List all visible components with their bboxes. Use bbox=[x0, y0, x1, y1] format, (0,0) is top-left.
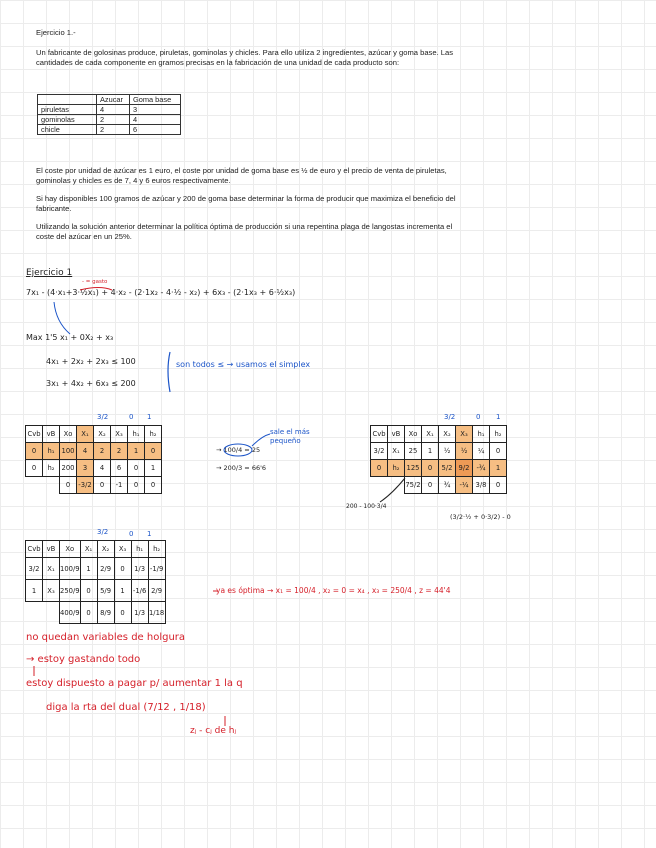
table-cell: 250/9 bbox=[60, 580, 81, 602]
table-cell: 1/18 bbox=[148, 602, 165, 624]
table-cell: 100 bbox=[60, 443, 77, 460]
table-cell: -¼ bbox=[456, 477, 473, 494]
table-cell: 1 bbox=[26, 580, 43, 602]
table-cell: h₂ bbox=[43, 460, 60, 477]
optimal-note: ya es óptima → x₁ = 100/4 , x₂ = 0 = x₄ , x₃ = 250/4 , z = 44'4 bbox=[216, 586, 451, 595]
table-cell: vB bbox=[388, 426, 405, 443]
table-cell: 4 bbox=[97, 105, 130, 115]
table-cell: X₁ bbox=[388, 443, 405, 460]
table-cell: 2 bbox=[111, 443, 128, 460]
red-note-5: zⱼ - cⱼ de hⱼ bbox=[190, 726, 237, 736]
table-cell: 75/2 bbox=[405, 477, 422, 494]
table-cell: 4 bbox=[77, 443, 94, 460]
blue-brace bbox=[168, 352, 170, 392]
tableau2-cj-x3: 1 bbox=[496, 413, 501, 421]
table-cell: 3/2 bbox=[371, 443, 388, 460]
tableau1-cj-x3: 1 bbox=[147, 413, 152, 421]
table-cell: 400/9 bbox=[60, 602, 81, 624]
red-note-3: estoy dispuesto a pagar p/ aumentar 1 la q bbox=[26, 678, 243, 689]
table-cell: 1 bbox=[422, 443, 439, 460]
table-cell: X₁ bbox=[77, 426, 94, 443]
table-cell: h₁ bbox=[43, 443, 60, 460]
gasto-underline bbox=[80, 288, 112, 291]
table-cell: -3/2 bbox=[77, 477, 94, 494]
table-cell: 0 bbox=[145, 477, 162, 494]
table-cell: X₁ bbox=[43, 558, 60, 580]
table-cell: -1/6 bbox=[131, 580, 148, 602]
table-cell: 1 bbox=[114, 580, 131, 602]
table-cell: 25 bbox=[405, 443, 422, 460]
table-cell: 3/8 bbox=[473, 477, 490, 494]
table-cell: 1 bbox=[145, 460, 162, 477]
ratio-row-2: → 200/3 = 66'6 bbox=[216, 464, 267, 472]
table-cell: Xo bbox=[405, 426, 422, 443]
table-cell: 0 bbox=[26, 460, 43, 477]
table-cell: X₂ bbox=[94, 426, 111, 443]
blue-arrow-to-max bbox=[54, 302, 70, 334]
table-cell: X₃ bbox=[43, 580, 60, 602]
tableau1-cj-x1: 3/2 bbox=[97, 413, 109, 421]
table-cell: 0 bbox=[80, 580, 97, 602]
table-cell: 0 bbox=[94, 477, 111, 494]
plague-paragraph: Utilizando la solución anterior determinar la política óptima de producción si una repentina plaga de langostas incrementa el coste del azúcar en un 25%. bbox=[36, 222, 453, 241]
table-cell: X₁ bbox=[80, 541, 97, 558]
table-cell: 0 bbox=[128, 460, 145, 477]
table-cell: 0 bbox=[80, 602, 97, 624]
table-cell: Cvb bbox=[26, 541, 43, 558]
table-cell: 1 bbox=[490, 460, 507, 477]
table-cell: 3/2 bbox=[26, 558, 43, 580]
table-cell: 2 bbox=[97, 125, 130, 135]
exercise-title: Ejercicio 1.- bbox=[36, 28, 76, 37]
table-cell: 0 bbox=[60, 477, 77, 494]
table-cell: h₂ bbox=[145, 426, 162, 443]
constraint-1: 4x₁ + 2x₂ + 2x₃ ≤ 100 bbox=[46, 357, 136, 366]
cost-paragraph: El coste por unidad de azúcar es 1 euro, el coste por unidad de goma base es ½ de euro y el precio de venta de piruletas, gominolas y chicles es de 7, 4 y 6 euros respectivamente. bbox=[36, 166, 447, 185]
table-cell: 1/3 bbox=[131, 558, 148, 580]
gasto-label: - = gasto bbox=[82, 279, 108, 285]
table-cell: 0 bbox=[422, 477, 439, 494]
table-cell: Goma base bbox=[130, 95, 181, 105]
table-cell: X₃ bbox=[456, 426, 473, 443]
tableau1-cj-x2: 0 bbox=[129, 413, 134, 421]
table-cell: 2/9 bbox=[148, 580, 165, 602]
table-cell: 6 bbox=[130, 125, 181, 135]
table-cell: h₂ bbox=[148, 541, 165, 558]
objective-expression: 7x₁ - (4·x₁+3·½x₁) + 4·x₂ - (2·1x₂ - 4·½ - x₂) + 6x₃ - (2·1x₃ + 6·½x₃) bbox=[26, 288, 296, 297]
table-cell: 6 bbox=[111, 460, 128, 477]
table-cell: X₂ bbox=[439, 426, 456, 443]
table-cell: 0 bbox=[490, 477, 507, 494]
table-cell: ¾ bbox=[439, 477, 456, 494]
table-cell: h₂ bbox=[490, 426, 507, 443]
table-cell: vB bbox=[43, 426, 60, 443]
table-cell: 1 bbox=[80, 558, 97, 580]
max-objective: Max 1'5 x₁ + 0X₂ + x₃ bbox=[26, 333, 114, 342]
black-calc-arrow bbox=[380, 478, 405, 502]
table-cell: h₂ bbox=[388, 460, 405, 477]
table-cell: 2 bbox=[94, 443, 111, 460]
table-cell: Azucar bbox=[97, 95, 130, 105]
table-cell: h₁ bbox=[473, 426, 490, 443]
availability-paragraph: Si hay disponibles 100 gramos de azúcar y 200 de goma base determinar la forma de producir que maximiza el beneficio del fabricante. bbox=[36, 194, 456, 213]
tableau2-cj-x1: 3/2 bbox=[444, 413, 456, 421]
table-cell: 4 bbox=[94, 460, 111, 477]
table-cell: 9/2 bbox=[456, 460, 473, 477]
tableau3-cj-x3: 1 bbox=[147, 530, 152, 538]
table-cell: 3 bbox=[130, 105, 181, 115]
sale-arrow bbox=[252, 434, 270, 446]
table-cell: ¼ bbox=[473, 443, 490, 460]
table-cell: 8/9 bbox=[97, 602, 114, 624]
ratio-circle bbox=[224, 444, 252, 456]
table-cell: X₃ bbox=[114, 541, 131, 558]
table-cell: 0 bbox=[26, 443, 43, 460]
table-cell: h₁ bbox=[131, 541, 148, 558]
table-cell: -¾ bbox=[473, 460, 490, 477]
table-cell: X₂ bbox=[97, 541, 114, 558]
table-cell: 4 bbox=[130, 115, 181, 125]
table-cell: h₁ bbox=[128, 426, 145, 443]
table-cell: -1/9 bbox=[148, 558, 165, 580]
table-cell: chicle bbox=[38, 125, 97, 135]
simplex-note: son todos ≤ → usamos el simplex bbox=[176, 360, 311, 369]
tableau3-cj-x2: 0 bbox=[129, 530, 134, 538]
calc-label: 200 - 100·3/4 bbox=[346, 503, 387, 510]
constraint-2: 3x₁ + 4x₂ + 6x₃ ≤ 200 bbox=[46, 379, 136, 388]
table-cell: Xo bbox=[60, 541, 81, 558]
red-note-2: → estoy gastando todo bbox=[26, 654, 141, 665]
table-cell: X₃ bbox=[111, 426, 128, 443]
table-cell: piruletas bbox=[38, 105, 97, 115]
tableau3-cj-x1: 3/2 bbox=[97, 528, 109, 536]
table-cell: gominolas bbox=[38, 115, 97, 125]
table-cell: Cvb bbox=[371, 426, 388, 443]
table-cell: ½ bbox=[456, 443, 473, 460]
table-cell: 0 bbox=[128, 477, 145, 494]
table-cell: 0 bbox=[490, 443, 507, 460]
table-cell: 1 bbox=[128, 443, 145, 460]
table-cell: 0 bbox=[371, 460, 388, 477]
table-cell: 0 bbox=[422, 460, 439, 477]
table-cell: 200 bbox=[60, 460, 77, 477]
table-cell: 5/9 bbox=[97, 580, 114, 602]
table-cell: X₁ bbox=[422, 426, 439, 443]
table-cell: 0 bbox=[145, 443, 162, 460]
table-cell: vB bbox=[43, 541, 60, 558]
table-cell: 100/9 bbox=[60, 558, 81, 580]
table-cell: Cvb bbox=[26, 426, 43, 443]
red-note-4: diga la rta del dual (7/12 , 1/18) bbox=[46, 702, 206, 713]
table-cell: 2 bbox=[97, 115, 130, 125]
table-cell: 0 bbox=[114, 602, 131, 624]
tableau2-cj-x2: 0 bbox=[476, 413, 481, 421]
table-cell: 0 bbox=[114, 558, 131, 580]
table-cell: 125 bbox=[405, 460, 422, 477]
table-cell: -1 bbox=[111, 477, 128, 494]
notes-heading: Ejercicio 1 bbox=[26, 268, 73, 278]
table-cell: 1/3 bbox=[131, 602, 148, 624]
calc-bottom: (3/2·½ + 0·3/2) - 0 bbox=[450, 513, 511, 521]
table-cell: Xo bbox=[60, 426, 77, 443]
ratio-row-1: → 100/4 = 25 bbox=[216, 446, 261, 454]
sale-note: sale el más pequeño bbox=[270, 428, 310, 445]
exercise-intro: Un fabricante de golosinas produce, piruletas, gominolas y chicles. Para ello utiliza 2 ingredientes, azúcar y goma base. Las cantidades de cada componente en gramos precisas en la fabricación de una unidad de cada producto son: bbox=[36, 48, 454, 67]
table-cell: 3 bbox=[77, 460, 94, 477]
table-cell: 2/9 bbox=[97, 558, 114, 580]
table-cell: 5/2 bbox=[439, 460, 456, 477]
red-note-1: no quedan variables de holgura bbox=[26, 632, 186, 643]
table-cell: ½ bbox=[439, 443, 456, 460]
